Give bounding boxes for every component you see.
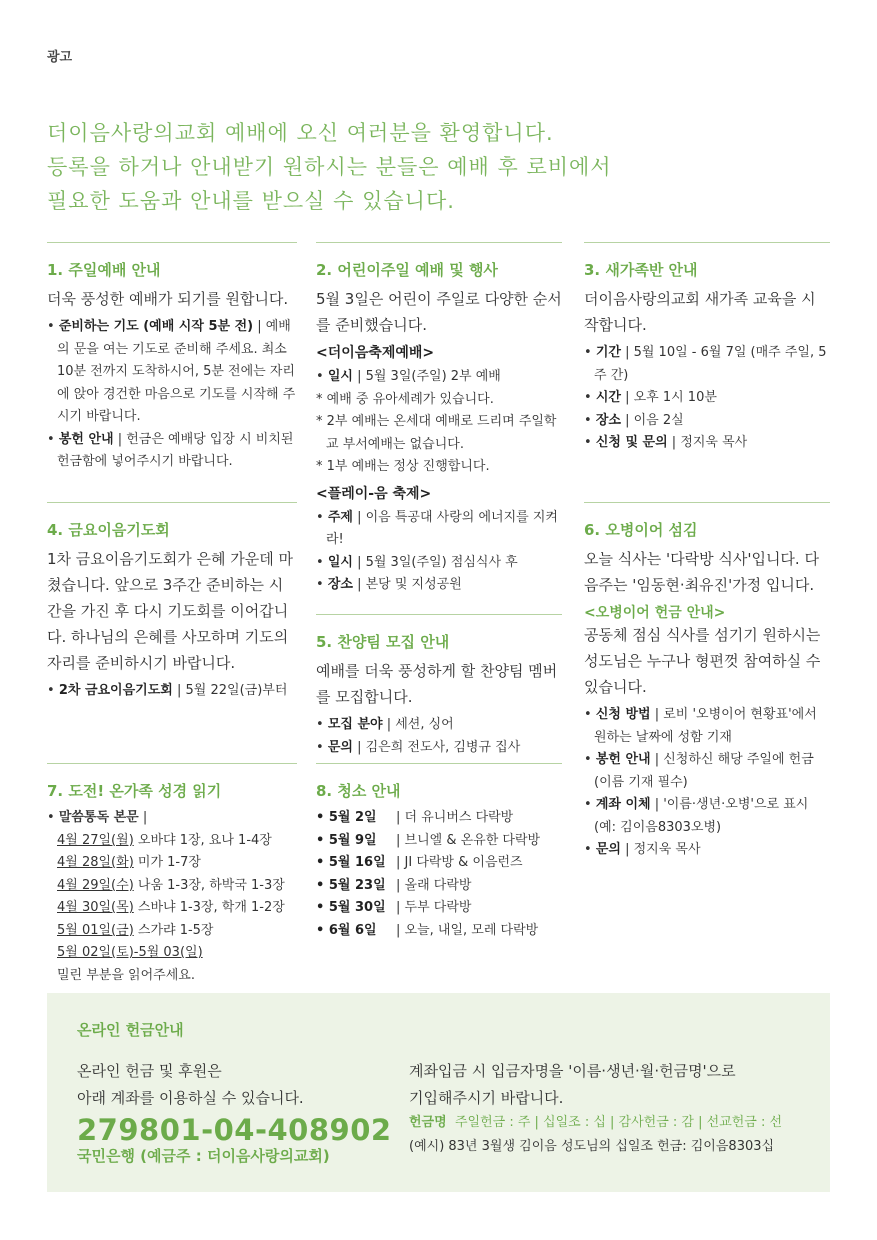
section-body: 1차 금요이음기도회가 은혜 가운데 마쳤습니다. 앞으로 3주간 준비하는 시간을 가진 후 다시 기도회를 이어갑니다. 하나님의 은혜를 사모하며 기도의 자리를 준비하시기 바랍니다. — [47, 550, 293, 672]
reading-label: • 말씀통독 본문 | — [47, 810, 148, 825]
item-list — [316, 366, 562, 389]
list-item: • 기간 | 5월 10일 - 6월 7일 (매주 주일, 5주 간) — [584, 345, 827, 383]
instruction-line: 기입해주시기 바랍니다. — [409, 1089, 564, 1107]
reading-row: 4월 30일(목) 스바냐 1-3장, 학개 1-2장 — [57, 900, 285, 915]
section-3 — [584, 242, 830, 455]
giving-intro-line: 아래 계좌를 이용하실 수 있습니다. — [77, 1089, 304, 1107]
list-item: • 봉헌 안내 | 헌금은 예배당 입장 시 비치된 헌금함에 넣어주시기 바랍니다. — [47, 431, 294, 469]
divider — [316, 242, 562, 243]
section-title: 3. 새가족반 안내 — [584, 261, 698, 279]
section-body: 더욱 풍성한 예배가 되기를 원합니다. — [47, 290, 289, 308]
deposit-example: (예시) 83년 3월생 김이음 성도님의 십일조 헌금: 김이음8303십 — [409, 1139, 775, 1154]
subsection-title: <오병이어 헌금 안내> — [584, 605, 726, 621]
item-list — [584, 704, 830, 862]
item-list — [316, 507, 562, 597]
section-7 — [47, 763, 297, 987]
reading-row: 4월 27일(월) 오바댜 1장, 요나 1-4장 — [57, 832, 272, 848]
list-item: • 주제 | 이음 특공대 사랑의 에너지를 지켜라! — [316, 509, 558, 547]
reading-row: 5월 02일(토)-5월 03(일) — [57, 945, 203, 960]
panel-title: 온라인 헌금안내 — [77, 1021, 184, 1039]
section-title: 7. 도전! 온가족 성경 읽기 — [47, 782, 222, 800]
divider — [584, 242, 830, 243]
list-item: • 장소 | 이음 2실 — [584, 412, 684, 428]
intro-line: 필요한 도움과 안내를 받으실 수 있습니다. — [47, 189, 455, 213]
item-list — [47, 316, 297, 474]
bank-info: 국민은행 (예금주 : 더이음사랑의교회) — [77, 1147, 330, 1165]
giving-intro-line: 온라인 헌금 및 후원은 — [77, 1062, 222, 1080]
section-6 — [584, 502, 830, 862]
section-title: 8. 청소 안내 — [316, 782, 401, 800]
note: * 예배 중 유아세례가 있습니다. — [316, 391, 494, 407]
schedule-row: • 5월 23일 | 올래 다락방 — [316, 877, 472, 893]
section-4 — [47, 502, 297, 703]
list-item: • 모집 분야 | 세션, 싱어 — [316, 717, 454, 732]
giving-intro — [77, 1058, 304, 1112]
reading-list — [47, 807, 297, 987]
subsection-title: <플레이-음 축제> — [316, 485, 432, 502]
divider — [47, 763, 297, 764]
schedule-row: • 5월 30일 | 두부 다락방 — [316, 900, 472, 915]
section-2 — [316, 242, 562, 597]
reading-footer: 밀린 부분을 읽어주세요. — [57, 967, 195, 983]
intro-line: 등록을 하거나 안내받기 원하시는 분들은 예배 후 로비에서 — [47, 155, 612, 179]
section-body: 오늘 식사는 '다락방 식사'입니다. 다음주는 '임동현·최유진'가정 입니다. — [584, 550, 819, 594]
list-item: • 일시 | 5월 3일(주일) 2부 예배 — [316, 369, 501, 384]
section-1 — [47, 242, 297, 474]
schedule-row: • 6월 6일 | 오늘, 내일, 모레 다락방 — [316, 922, 539, 938]
divider — [584, 502, 830, 503]
schedule-row: • 5월 16일 | JI 다락방 & 이음런즈 — [316, 855, 523, 870]
item-list — [316, 714, 562, 759]
reading-row: 4월 29일(수) 나움 1-3장, 하박국 1-3장 — [57, 877, 285, 893]
list-item: • 신청 및 문의 | 정지욱 목사 — [584, 435, 748, 450]
section-title: 2. 어린이주일 예배 및 행사 — [316, 261, 498, 279]
section-title: 6. 오병이어 섬김 — [584, 521, 698, 539]
divider — [316, 763, 562, 764]
section-8 — [316, 763, 562, 942]
intro-line: 더이음사랑의교회 예배에 오신 여러분을 환영합니다. — [47, 121, 554, 145]
list-item: • 문의 | 김은희 전도사, 김병규 집사 — [316, 739, 521, 755]
schedule-row: • 5월 9일 | 브니엘 & 온유한 다락방 — [316, 832, 541, 848]
note: * 1부 예배는 정상 진행합니다. — [316, 459, 490, 474]
cleaning-schedule — [316, 807, 562, 942]
section-body: 예배를 더욱 풍성하게 할 찬양팀 멤버를 모집합니다. — [316, 662, 558, 706]
list-item: • 2차 금요이음기도회 | 5월 22일(금)부터 — [47, 683, 288, 698]
offering-codes: 헌금명 주일헌금 : 주 | 십일조 : 십 | 감사헌금 : 감 | 선교헌금 : 선 — [409, 1115, 783, 1130]
section-title: 1. 주일예배 안내 — [47, 261, 161, 279]
list-item: • 준비하는 기도 (예배 시작 5분 전) | 예배의 문을 여는 기도로 준비해 주세요. 최소 10분 전까지 도착하시어, 5분 전에는 자리에 앉아 경건한 마음으로 기도를 시작해 주시기 바랍니다. — [47, 319, 296, 424]
list-item: • 문의 | 정지욱 목사 — [584, 842, 701, 857]
online-giving-panel — [47, 993, 830, 1192]
schedule-row: • 5월 2일 | 더 유니버스 다락방 — [316, 810, 514, 825]
divider — [47, 502, 297, 503]
section-title: 4. 금요이음기도회 — [47, 521, 170, 539]
section-title: 5. 찬양팀 모집 안내 — [316, 633, 450, 651]
section-body: 공동체 점심 식사를 섬기기 원하시는 성도님은 누구나 형편껏 참여하실 수 있습니다. — [584, 626, 821, 696]
welcome-intro — [47, 116, 837, 218]
reading-row: 4월 28일(화) 미가 1-7장 — [57, 855, 201, 870]
item-list — [584, 342, 830, 455]
reading-row: 5월 01일(금) 스가랴 1-5장 — [57, 922, 214, 938]
deposit-instructions — [409, 1058, 736, 1112]
list-item: • 신청 방법 | 로비 '오병이어 현황표'에서 원하는 날짜에 성함 기재 — [584, 707, 817, 745]
divider — [316, 614, 562, 615]
list-item: • 봉헌 안내 | 신청하신 해당 주일에 헌금 (이름 기재 필수) — [584, 752, 814, 790]
subsection-title: <더이음축제예배> — [316, 345, 435, 361]
section-body: 5월 3일은 어린이 주일로 다양한 순서를 준비했습니다. — [316, 290, 562, 334]
list-item: • 시간 | 오후 1시 10분 — [584, 390, 717, 405]
note: * 2부 예배는 온세대 예배로 드리며 주일학교 부서예배는 없습니다. — [316, 414, 557, 452]
item-list — [47, 680, 297, 703]
list-item: • 일시 | 5월 3일(주일) 점심식사 후 — [316, 554, 518, 570]
account-number: 279801-04-408902 — [77, 1113, 392, 1147]
ad-tag: 광고 — [47, 50, 73, 65]
section-body: 더이음사랑의교회 새가족 교육을 시작합니다. — [584, 290, 816, 334]
section-5 — [316, 614, 562, 759]
list-item: • 계좌 이체 | '이름·생년·오병'으로 표시 (예: 김이음8303오병) — [584, 797, 809, 835]
divider — [47, 242, 297, 243]
instruction-line: 계좌입금 시 입금자명을 '이름·생년·월·헌금명'으로 — [409, 1062, 736, 1080]
list-item: • 장소 | 본당 및 지성공원 — [316, 577, 462, 592]
